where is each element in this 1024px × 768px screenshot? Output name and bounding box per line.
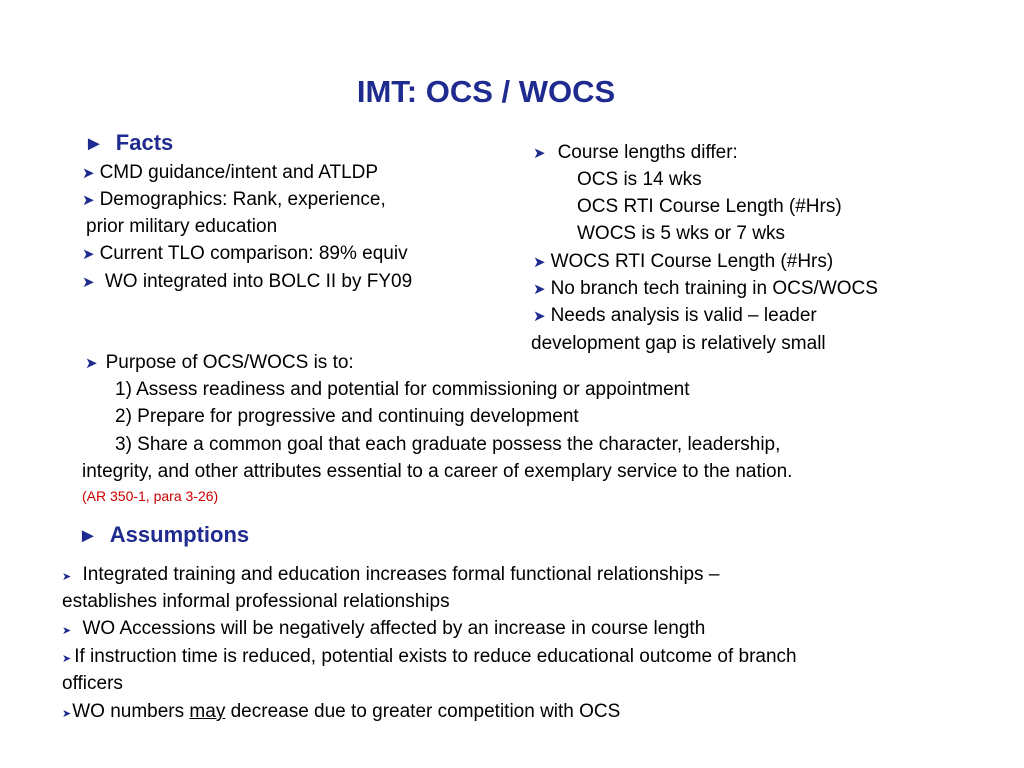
facts-item-continuation: prior military education: [86, 216, 278, 237]
arrow-bullet-icon: ➤: [85, 355, 98, 372]
facts-item: ➤ WO integrated into BOLC II by FY09: [82, 271, 413, 292]
arrow-bullet-icon: ➤: [62, 708, 72, 720]
arrow-bullet-icon: ➤: [82, 192, 95, 209]
assumption-item: ➤WO numbers may decrease due to greater competition with OCS: [62, 701, 621, 722]
purpose-point: 1) Assess readiness and potential for commissioning or appointment: [115, 379, 690, 400]
purpose-lead: ➤ Purpose of OCS/WOCS is to:: [85, 352, 354, 373]
arrow-bullet-icon: ➤: [533, 281, 546, 298]
purpose-point: 3) Share a common goal that each graduate possess the character, leadership,: [115, 434, 781, 455]
reference-citation: (AR 350-1, para 3-26): [82, 488, 219, 504]
arrow-bullet-icon: ➤: [533, 145, 546, 162]
facts-item: ➤ Current TLO comparison: 89% equiv: [82, 243, 408, 264]
facts-heading: ► Facts: [84, 130, 174, 155]
page-title: IMT: OCS / WOCS: [356, 74, 616, 109]
assumption-item: ➤ If instruction time is reduced, potential exists to reduce educational outcome of branch: [62, 646, 797, 667]
assumption-item-continuation: establishes informal professional relationships: [62, 591, 450, 612]
assumptions-heading: ► Assumptions: [78, 522, 250, 547]
arrow-bullet-icon: ➤: [533, 254, 546, 271]
assumption-item: ➤ Integrated training and education increases formal functional relationships –: [62, 564, 720, 585]
triangle-bullet-icon: ►: [84, 133, 104, 155]
arrow-bullet-icon: ➤: [82, 274, 95, 291]
purpose-point: 2) Prepare for progressive and continuing development: [115, 406, 579, 427]
arrow-bullet-icon: ➤: [62, 571, 72, 583]
assumption-item: ➤ WO Accessions will be negatively affected by an increase in course length: [62, 618, 706, 639]
facts-item: ➤ CMD guidance/intent and ATLDP: [82, 162, 379, 183]
arrow-bullet-icon: ➤: [82, 246, 95, 263]
facts-item: ➤ Demographics: Rank, experience,: [82, 189, 386, 210]
assumption-item-continuation: officers: [62, 673, 123, 694]
arrow-bullet-icon: ➤: [82, 165, 95, 182]
triangle-bullet-icon: ►: [78, 525, 98, 547]
course-item: ➤ No branch tech training in OCS/WOCS: [533, 278, 878, 299]
course-lead: ➤ Course lengths differ:: [533, 142, 738, 163]
course-sub-item: WOCS is 5 wks or 7 wks: [577, 223, 785, 244]
course-sub-item: OCS RTI Course Length (#Hrs): [577, 196, 842, 217]
purpose-point-continuation: integrity, and other attributes essential to a career of exemplary service to the nation.: [82, 461, 793, 482]
arrow-bullet-icon: ➤: [62, 653, 72, 665]
course-item-continuation: development gap is relatively small: [531, 333, 826, 354]
arrow-bullet-icon: ➤: [533, 308, 546, 325]
course-item: ➤ WOCS RTI Course Length (#Hrs): [533, 251, 834, 272]
arrow-bullet-icon: ➤: [62, 625, 72, 637]
course-sub-item: OCS is 14 wks: [577, 169, 702, 190]
emphasis-word: may: [189, 701, 226, 722]
course-item: ➤ Needs analysis is valid – leader: [533, 305, 817, 326]
